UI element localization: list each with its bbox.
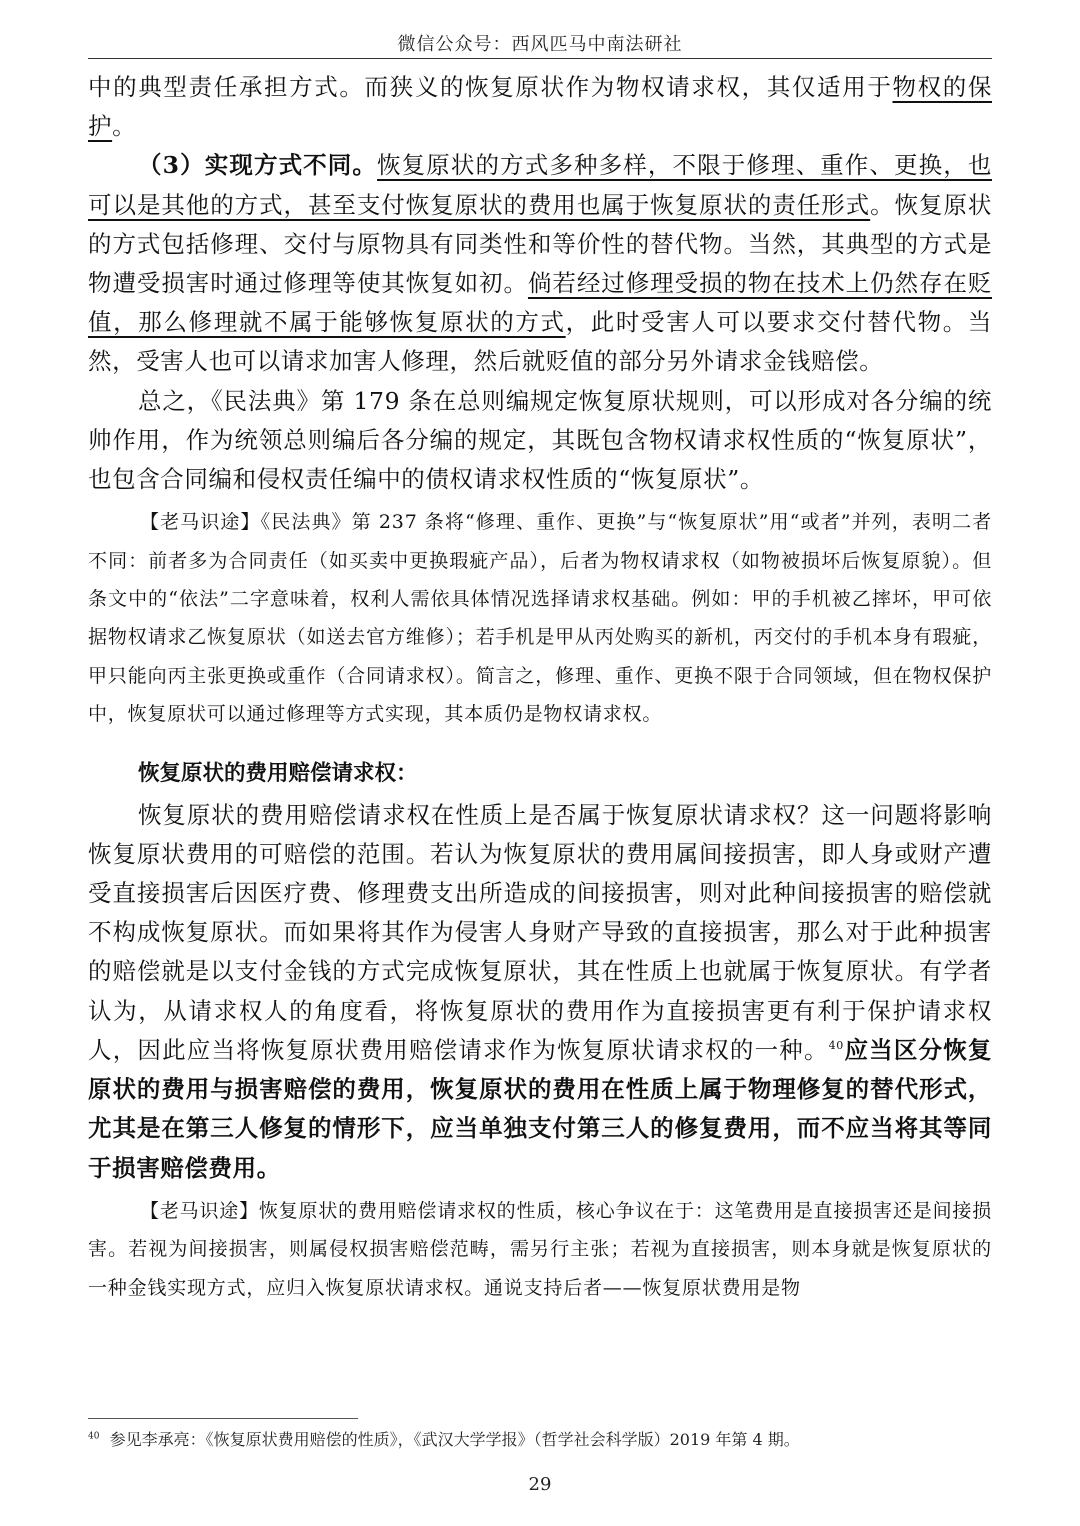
p2-bold-lead: （3）实现方式不同。	[138, 151, 378, 180]
page-header: 微信公众号：西风匹马中南法研社	[397, 34, 683, 55]
footnote	[88, 1428, 992, 1452]
paragraph-1	[88, 68, 992, 146]
paragraph-3: 总之，《民法典》第 179 条在总则编规定恢复原状规则，可以形成对各分编的统帅作用，作为统领总则编后各分编的规定，其既包含物权请求权性质的“恢复原状”，也包含合同编和侵权责任编中的债权请求权性质的“恢复原状”。	[88, 386, 992, 494]
paragraph-2	[88, 146, 992, 381]
p1-end: 。	[112, 112, 137, 141]
p2-text-2: ，此时受害人可以要求交付替代物。当然，受害人也可以请求加害人修理，然后就贬值的部分另外请求金钱赔偿。	[88, 308, 992, 376]
p4-text: 恢复原状的费用赔偿请求权在性质上是否属于恢复原状请求权？这一问题将影响恢复原状费用的可赔偿的范围。若认为恢复原状的费用属间接损害，即人身或财产遭受直接损害后因医疗费、修理费支出所造成的间接损害，则对此种间接损害的赔偿就不构成恢复原状。而如果将其作为侵害人身财产导致的直接损害，那么对于此种损害的赔偿就是以支付金钱的方式完成恢复原状，其在性质上也就属于恢复原状。有学者认为，从请求权人的角度看，将恢复原状的费用作为直接损害更有利于保护请求权人，因此应当将恢复原状费用赔偿请求作为恢复原状请求权的一种。	[88, 800, 992, 1064]
note-laoma-1: 【老马识途】《民法典》第 237 条将“修理、重作、更换”与“恢复原状”用“或者”并列，表明二者不同：前者多为合同责任（如买卖中更换瑕疵产品），后者为物权请求权（如物被损坏后恢复原貌）。但条文中的“依法”二字意味着，权利人需依具体情况选择请求权基础。例如：甲的手机被乙摔坏，甲可依据物权请求乙恢复原状（如送去官方维修）；若手机是甲从丙处购买的新机，丙交付的手机本身有瑕疵，甲只能向丙主张更换或重作（合同请求权）。简言之，修理、重作、更换不限于合同领域，但在物权保护中，恢复原状可以通过修理等方式实现，其本质仍是物权请求权。	[88, 511, 992, 726]
note-laoma-2: 【老马识途】恢复原状的费用赔偿请求权的性质，核心争议在于：这笔费用是直接损害还是间接损害。若视为间接损害，则属侵权损害赔偿范畴，需另行主张；若视为直接损害，则本身就是恢复原状的一种金钱实现方式，应归入恢复原状请求权。通说支持后者——恢复原状费用是物	[88, 1199, 992, 1299]
footnote-ref[interactable]: 40	[828, 1039, 844, 1053]
p2-text-1: 。恢复原状的方式包括修理、交付与原物具有同类性和等价性的替代物。当然，其典型的方式是物遭受损害时通过修理等使其恢复如初。	[88, 190, 993, 298]
page-number: 29	[528, 1474, 552, 1495]
section-heading: 恢复原状的费用赔偿请求权：	[138, 760, 418, 786]
p2-underline-2: 倘若经过修理受损的物在技术上仍然存在贬值，那么修理就不属于能够恢复原状的方式	[88, 269, 992, 337]
footnote-rule	[88, 1418, 358, 1419]
footnote-text: 参见李承亮：《恢复原状费用赔偿的性质》，《武汉大学学报》（哲学社会科学版）2019 年第 4 期。	[109, 1430, 800, 1449]
p1-underline: 物权的保护	[88, 73, 993, 141]
p2-underline-1: 恢复原状的方式多种多样，不限于修理、重作、更换，也可以是其他的方式，甚至支付恢复原状的费用也属于恢复原状的责任形式	[88, 151, 992, 219]
p4-bold: 应当区分恢复原状的费用与损害赔偿的费用，恢复原状的费用在性质上属于物理修复的替代形式，尤其是在第三人修复的情形下，应当单独支付第三人的修复费用，而不应当将其等同于损害赔偿费用。	[88, 1035, 992, 1182]
paragraph-4	[88, 796, 992, 1188]
header-rule	[88, 58, 992, 59]
footnote-number: 40	[88, 1431, 100, 1442]
p1-text: 中的典型责任承担方式。而狭义的恢复原状作为物权请求权，其仅适用于	[88, 73, 893, 101]
page-body	[88, 68, 992, 1307]
